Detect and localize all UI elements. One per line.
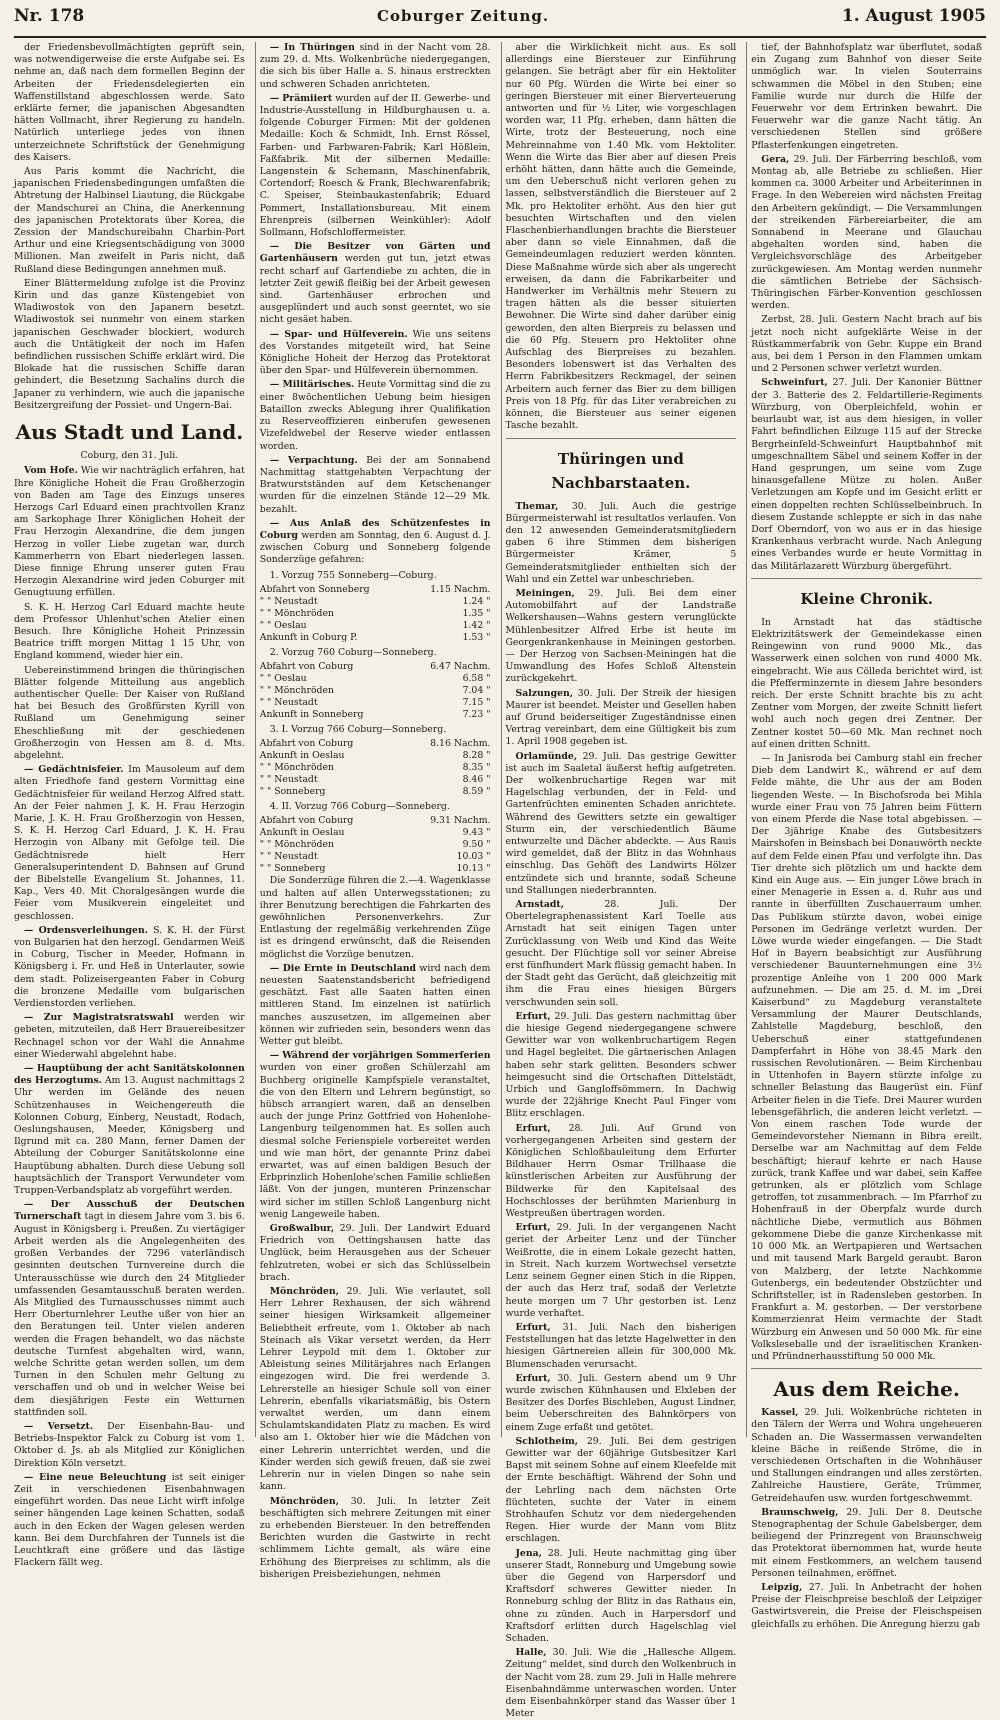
train-row	[260, 608, 491, 620]
article-lead: Braunschweig,	[761, 1506, 839, 1518]
article-lead: Schlotheim,	[515, 1435, 578, 1447]
article	[506, 751, 737, 897]
article	[506, 688, 737, 749]
divider	[751, 1368, 982, 1369]
train-row	[260, 851, 491, 863]
article-lead: — Ordensverleihungen.	[24, 924, 148, 936]
article	[506, 1123, 737, 1221]
train-station: Abfahrt von Coburg	[259, 738, 354, 750]
train-row	[260, 738, 491, 750]
article-text: 29. Juli. Bei dem einer Automobilfahrt auf der Landstraße Welkershausen—Wahns gestern verunglückte Mühlenbesitzer Alfred Erbe ist heute im Georgenkrankenhause in Meiningen gestorben. — Der Herzog von Sachsen-Meiningen hat die Umwandlung des Hofes Schloß Altenstein zurückgekehrt.	[505, 587, 737, 685]
article-text: Zerbst, 28. Juli. Gestern Nacht brach auf bis jetzt noch nicht aufgeklärte Weise in der Rüstkammerfabrik von Gebr. Kuppe ein Brand aus, bei dem 1 Person in den Flammen umkam und 2 Personen schwer verletzt wurden.	[751, 314, 982, 375]
train-time: 9.43 "	[462, 827, 491, 839]
article	[506, 1548, 737, 1646]
article	[260, 1050, 491, 1221]
article-text: tagt in diesem Jahre vom 3. bis 6. August in Königsberg i. Preußen. Zu viertägiger Arbeit werden als die Angelegenheiten des großen Verbandes der 7296 vaterländisch gesinnten deutschen Turnvereine durch die Unterausschüsse wie durch den 24 Mitglieder umfassenden Gesamtausschuß beraten werden. Als Mitglied des Turnausschusses nimmt auch Herr Oberturnlehrer Leuthe ußer von hier an den Beratungen teil. Unter vielen anderen werden die Fragen behandelt, wo das nächste deutsche Turnfest abgehalten wird, wann, welche Schritte getan werden sollen, um dem Turnen in den Schulen mehr Geltung zu verschaffen und ob und in welcher Weise bei dem diesjährigen Feste ein Wetturnen stattfinden soll.	[14, 1211, 245, 1418]
train-station: Abfahrt von Coburg	[259, 815, 354, 827]
train-table	[260, 661, 491, 721]
train-time: 6.58 "	[462, 672, 491, 684]
train-title: 1. Vorzug 755 Sonneberg—Coburg.	[269, 569, 437, 581]
article	[260, 518, 491, 567]
article-lead: — Eine neue Beleuchtung	[24, 1471, 167, 1483]
train-time: 1.42 "	[462, 619, 491, 631]
train-station: " " Sonneberg	[259, 786, 326, 798]
article	[751, 154, 982, 313]
article	[506, 1322, 737, 1371]
train-station: " " Neustadt	[259, 774, 318, 786]
divider	[506, 438, 737, 439]
train-row	[260, 774, 491, 786]
article	[14, 465, 245, 599]
column-3	[501, 42, 741, 1720]
article-lead: Großwalbur,	[269, 1223, 335, 1235]
article-text: ist seit einiger Zeit in verschiedenen Eisenbahnwagen eingeführt worden. Das neue Licht wirft infolge seiner hängenden Lage keinen Schatten, sodaß auch in den Ecken der Wagen gelesen werden kann. Bei dem Durchfahren der Tunnels ist die Leuchtkraft eine größere und das lästige Flackern fällt weg.	[14, 1471, 245, 1569]
article-lead: — Verpachtung.	[269, 454, 358, 466]
train-station: " " Neustadt	[259, 595, 318, 607]
masthead	[14, 6, 986, 38]
article	[260, 455, 491, 516]
train-time: 1.24 "	[462, 595, 491, 607]
column-2	[255, 42, 495, 1580]
train-time: 8.28 "	[462, 750, 491, 762]
train-station: Ankunft in Coburg P.	[259, 631, 358, 643]
article-text: Im Mausoleum auf dem alten Friedhofe fand gestern Vormittag eine Gedächtnisfeier für weiland Herzog Alfred statt. An der Feier nahmen J. K. H. Frau Herzogin Marie, J. K. H. Frau Großherzogin von Hessen, S. K. H. Herzog Carl Eduard, J. K. H. Frau Herzogin von Albany mit Gefolge teil. Die Gedächtnisrede hielt Herr Generalsuperintendent D. Bahnsen auf Grund der Bibelstelle Evangelium St. Johannes, 11. Kap., Vers 40. Mit Choralgesängen wurde die Feier vom Musikverein eingeleitet und geschlossen.	[14, 764, 245, 922]
train-row	[260, 673, 491, 685]
article	[260, 963, 491, 1048]
article-text: 27. Juli. Der Kanonier Büttner der 3. Batterie des 2. Feldartillerie-Regiments Würzburg, von Oberpleichfeld, wohin er beurlaubt war, ist aus dem hiesigen, in voller Fahrt befindlichen Eilzuge 115 auf der Strecke Bergrheinfeld-Schweinfurt Hauptbahnhof mit umgeschnalltem Säbel und seinem Koffer in der Hand gesprungen, um seine vom Zuge hinausgefallene Mütze zu holen. Außer Verletzungen am Kopfe und im Gesicht erlitt er einen doppelten rechten Schlüsselbeinbruch. In diesem Zustande schleppte er sich in das nahe Dorf Oberndorf, von wo aus er in das hiesige Krankenhaus verbracht wurde. Nach Anlegung eines Verbandes wurde er heute Vormittag in das Militärlazarett Würzburg übergeführt.	[751, 377, 982, 572]
article-text: 30. Juli. Der Streik der hiesigen Maurer ist beendet. Meister und Gesellen haben auf Grund beiderseitiger Zugeständnisse einen Vertrag vereinbart, dem eine Gültigkeit bis zum 1. April 1908 gegeben ist.	[505, 687, 737, 748]
train-station: " " Neustadt	[259, 696, 318, 708]
train-row	[260, 839, 491, 851]
article	[260, 1223, 491, 1284]
article-lead: — In Thüringen	[269, 42, 355, 53]
article	[751, 1407, 982, 1505]
article	[506, 1647, 737, 1720]
article-lead: Erfurt,	[515, 1372, 551, 1384]
train-row	[260, 786, 491, 798]
article-text: 29. Juli. Der Landwirt Eduard Friedrich von Oettingshausen hatte das Unglück, beim Herausgehen aus der Scheuer fehlzutreten, wobei er sich das Schlüsselbein brach.	[259, 1223, 491, 1283]
article-lead: Meiningen,	[515, 587, 575, 599]
train-time: 7.23 "	[462, 708, 491, 720]
article-text: tief, der Bahnhofsplatz war überflutet, sodaß ein Zugang zum Bahnhof von dieser Seite unmöglich war. In vielen Souterrains schwammen die Möbel in den Stuben; eine Familie wurde nur durch die Hilfe der Feuerwehr vor dem Ertrinken bewahrt. Die Feuerwehr war die ganze Nacht tätig. An verschiedenen Stellen sind größere Pflasterfenkungen eingetreten.	[751, 42, 982, 151]
article-text: wird nach dem neuesten Saatenstandsbericht befriedigend geschätzt. Fast alle Saaten hatten einen mittleren Stand. Im einzelnen ist natürlich manches auszusetzen, im allgemeinen aber können wir zufrieden sein, besonders wenn das Wetter gut bleibt.	[259, 962, 491, 1047]
article-lead: — Zur Magistratsratswahl	[24, 1012, 174, 1024]
article-text: Wie wir nachträglich erfahren, hat Ihre Königliche Hoheit die Frau Großherzogin von Baden am Tage des Einzugs unseres Herzogs Carl Eduard einen prachtvollen Kranz am Sarkophage Ihrer Königlichen Hoheit der Frau Herzogin Alexandrine, die dem jungen Herzog in voller Liebe zugetan war, durch Kammerherrn von Ebart niederlegen lassen. Diese finnige Ehrung unserer guten Frau Herzogin Alexandrine wird jeden Coburger mit Genugtuung erfüllen.	[14, 465, 245, 599]
train-row	[260, 697, 491, 709]
article-text: S. K. H. Herzog Carl Eduard machte heute dem Professor Uhlenhut'schen Atelier einen Besuch. Ihre Königliche Hoheit Prinzessin Beatrice trifft morgen Mittag 1 15 Uhr, von England kommend, wieder hier ein.	[14, 601, 245, 662]
article-text: 29. Juli. Das gestrige Gewitter ist auch im Saaletal äußerst heftig aufgetreten. Der wolkenbruchartige Regen war mit Hagelschlag verbunden, der in Feld- und Gartenfrüchten eminenten Schaden anrichtete. Während des Gewitters setzte ein gewaltiger Sturm ein, der verschiedentlich Bäume entwurzelte und Dächer abdeckte. — Aus Rauis wird gemeldet, daß der Blitz in das Wohnhaus einschlug. Das Gehöft des Landwirts Hölzer entzündete sich und brannte, sodaß Scheune und Stallungen niederbrannten.	[505, 750, 737, 896]
article-lead: — Versetzt.	[24, 1420, 94, 1432]
train-table	[260, 738, 491, 798]
train-table	[260, 584, 491, 644]
article-lead: Erfurt,	[515, 1122, 551, 1134]
column-1	[14, 42, 249, 1569]
article-lead: Arnstadt,	[515, 899, 564, 910]
article-text: S. K. H. der Fürst von Bulgarien hat den herzogl. Gendarmen Weiß in Coburg, Tischer in Meeder, Hofmann in Königsberg i. Fr. und Heß in Unterlauter, sowie dem stadt. Polizeisergeanten Faber in Coburg die bronzene Medaille vom bulgarischen Verdienstorden verliehen.	[14, 924, 245, 1010]
article-text: Uebereinstimmend bringen die thüringischen Blätter folgende Mitteilung aus angeblich authentischer Quelle: Der Kaiser von Rußland hat bei Besuch des Großfürsten Kyrill von Rußland um Genehmigung seiner Eheschließung mit der geschiedenen Großherzogin von Hessen am 8. d. Mts. abgelehnt.	[14, 664, 245, 761]
divider	[751, 578, 982, 579]
train-time: 7.04 "	[462, 684, 491, 696]
train-station: Abfahrt von Coburg	[259, 660, 354, 672]
article-lead: — Militärisches.	[269, 379, 355, 391]
article-text: Die Sonderzüge führen die 2.—4. Wagenklasse und halten auf allen Unterwegsstationen; zu ihrer Benutzung berechtigen die Fahrkarten des gewöhnlichen Personenverkehrs. Zur Entlastung der regelmäßig verkehrenden Züge ist es dringend erwünscht, daß die Reisenden möglichst die Vorzüge benutzen.	[259, 875, 491, 960]
train-time: 8.35 "	[462, 762, 491, 774]
article-lead: — Während der vorjährigen Sommerferien	[269, 1050, 491, 1062]
article-text: 28. Juli. Heute nachmittag ging über unserer Stadt, Ronneburg und Umgebung sowie über die Gegend von Harpersdorf und Kraftsdorf schweres Gewitter nieder. In Ronneburg schlug der Blitz in das Rathaus ein, ohne zu zünden. Auch in Harpersdorf und Kraftsdorf erlitten durch Hagelschlag viel Schaden.	[505, 1547, 737, 1644]
train-table	[260, 815, 491, 875]
article	[14, 1012, 245, 1061]
train-row	[260, 661, 491, 673]
section-title: Thüringen und Nachbarstaaten.	[551, 449, 691, 492]
train-row	[260, 596, 491, 608]
article	[506, 1011, 737, 1121]
article	[260, 241, 491, 326]
article	[14, 1199, 245, 1419]
issue-number: Nr. 178	[14, 6, 85, 26]
paper-title: Coburger Zeitung.	[377, 7, 550, 25]
article-lead: Salzungen,	[515, 687, 573, 699]
article-text: 29. Juli. Das gestern nachmittag über die hiesige Gegend niedergegangene schwere Gewitter war von wolkenbruchartigem Regen und Hagel begleitet. Die gärtnerischen Anlagen haben sehr stark gelitten. Besonders schwer heimgesucht sind die Ortschaften Dittelstädt, Urbich und Gangloffsömmern. In Dachwig wurde der 22jährige Knecht Paul Finger vom Blitz erschlagen.	[505, 1010, 737, 1120]
article-lead: Mönchröden,	[269, 1495, 339, 1507]
train-row	[260, 762, 491, 774]
section-title: Kleine Chronik.	[800, 589, 933, 608]
train-station: " " Mönchröden	[259, 607, 334, 619]
article-text: 29. Juli. Der Färberring beschloß, vom Montag ab, alle Betriebe zu schließen. Hier kommen ca. 3000 Arbeiter und Arbeiterinnen in Frage. In den Webereien wird nächsten Freitag den Arbeitern gekündigt. — Die Versammlungen der streikenden Färbereiarbeiter, die am Sonnabend in Meerane und Glauchau abgehalten worden sind, haben die Vergleichsvorschläge des Arbeitgeber zurückgewiesen. Am Montag werden nunmehr die sämtlichen Betriebe der Sächsisch-Thüringischen Färber-Konvention geschlossen werden.	[751, 153, 982, 312]
article-lead: Mönchröden,	[269, 1286, 339, 1298]
article	[506, 501, 737, 586]
article	[14, 925, 245, 1010]
article-text: aber die Wirklichkeit nicht aus. Es soll allerdings eine Biersteuer zur Einführung gelangen. Sie beträgt aber für ein Hektoliter nur 60 Pfg. Würden die Wirte bei einer so geringen Biersteuer mit einer Bierverteuerung antworten und für ½ Liter, wie vorgeschlagen worden war, 11 Pfg. erheben, dann hätten die Wirte, trotz der Besteuerung, noch eine Mehreinnahme von 1.40 Mk. vom Hektoliter. Wenn die Wirte das Bier aber auf diesen Preis erhöht hätten, dann hätte auch die Gemeinde, um den Ueberschuß nicht verloren gehen zu lassen, selbstverständlich die Biersteuer auf 2 Mk. pro Hektoliter erhöht. Aus den hier gut besuchten Wirtschaften und den vielen Flaschenbierhandlungen brachte die Biersteuer aber dann so viele Einnahmen, daß die Gemeindeumlagen reduziert werden könnten. Diese Maßnahme würde sich aber als ungerecht erweisen, da dann die Fabrikarbeiter und Handwerker im Verhältnis mehr Steuern zu tragen hätten als die besser situierten Bewohner. Die Wirte sind daher darüber einig geworden, den alten Bierpreis zu belassen und die 60 Pfg. Steuern pro Hektoliter ohne Aufschlag des Bierpreises zu bezahlen. Besonders lobenswert ist das Verhalten des Herrn Fabrikbesitzers Reckmagel, der seinen Arbeitern auch ferner das Bier zu dem billigen Preis von 18 Pfg. für das Liter verabreichen zu können, die Biersteuer aus seiner eigenen Tasche bezahlt.	[505, 42, 737, 432]
article-text: 30. Juli. In letzter Zeit beschäftigten sich mehrere Zeitungen mit einer zu erhebenden Biersteuer. In den betreffenden Berichten wurden die Gastwirte in recht schlimmem Lichte gemalt, als wäre eine Erhöhung des Bierpreises zu schlimm, als die bisherigen Preisbeziehungen, nehmen	[259, 1495, 491, 1580]
article-text: In Arnstadt hat das städtische Elektrizitätswerk der Gemeindekasse einen Reingewinn von rund 9000 Mk., das Wasserwerk einen solchen von rund 4000 Mk. eingebracht. Wie aus Cölleda berichtet wird, ist die Pfefferminzernte in diesem Jahre besonders reich. Der erste Schnitt brachte bis zu acht Zentner vom Morgen, der zweite Schnitt liefert wohl auch noch gegen drei Zentner. Der Zentner kostet 50—60 Mk. Man rechnet noch auf einen dritten Schnitt.	[751, 616, 982, 750]
article-text: 28. Juli. Auf Grund von vorhergegangenen Arbeiten sind gestern der Königlichen Schloßbauleitung dem Erfurter Bildhauer Herrn Osmar Trillhaase die künstlerischen Arbeiten zur Ausführung der Bildwerke für den Kapitelsaal des Hochschlosses der berühmten Marienburg in Westpreußen übertragen worden.	[505, 1122, 737, 1220]
article-text: — In Janisroda bei Camburg stahl ein frecher Dieb dem Landwirt K., während er auf dem Felde mähte, die Uhr aus der am Boden liegenden Weste. — In Bischofsroda bei Mihla wurde einer Frau von 75 Jahren beim Füttern von einem Pferde die Nase total abgebissen. — Der 3jährige Knabe des Gutsbesitzers Mairshofen in Beinsbach bei Donauwörth neckte auf dem Felde einen Pfau und verfolgte ihn. Das Tier drehte sich plötzlich um und hackte dem Kind ein Auge aus. — Ein junger Löwe brach in einer Menagerie in Essen a. d. Ruhr aus und rannte in überfüllten Zuschauerraum umher. Das Publikum stürzte davon, wobei einige Personen im Gedränge verletzt wurden. Der Löwe wurde wieder eingefangen. — Die Stadt Hof in Bayern beabsichtigt zur Ausführung verschiedener Bauunternehmungen eine 3½ prozentige Anleihe von 1 200 000 Mark aufzunehmen. — Die am 25. d. M. im „Drei Kaiserbund“ zu Magdeburg veranstaltete Versammlung der Maurer Deutschlands, Zahlstelle Magdeburg, beschloß, den Ueberschuß einer stattgefundenen Dampferfahrt in Höhe von 38.45 Mark den russischen Revolutionären. — Beim Kirchenbau in Uttenhofen in Bayern stürzte infolge zu schneller Belastung das Baugerüst ein. Fünf Arbeiter fielen in die Tiefe. Drei Maurer wurden lebensgefährlich, die anderen leicht verletzt. — Von einem raschen Tode wurde der Gemeindevorsteher Niemann in Bibra ereilt. Derselbe war am Nachmittag auf dem Felde beschäftigt; hierauf kehrte er nach Hause zurück, trank Kaffee und war dabei, sein Kaffee getrunken, als er plötzlich vom Schlage getroffen, tot zusammenbrach. — Im Pfarrhof zu Hohenfrauß in der Oberpfalz wurde durch nächtliche Diebe, vermutlich aus Böhmen gekommene Diebe die ganze Kirchenkasse mit 10 000 Mk. an Wertpapieren und Wertsachen und mit tausend Mark Bargeld geraubt. Baron von Malzberg, der letzte Nachkomme Gutenbergs, ein bedeutender Obstzüchter und Schriftsteller, ist in Radensleben gestorben. In Frankfurt a. M. gestorben. — Der verstorbene Kommerzienrat Heim vermachte der Stadt Würzburg ein Anwesen und 50 000 Mk. für eine Volksleseballe und der israelitischen Kranken- und Pfründnerhausstiftung 50 000 Mk.	[751, 752, 982, 1362]
article-lead: — Der Ausschuß der Deutschen Turnerschaft	[14, 1199, 245, 1223]
article-text: Bei der am Sonnabend Nachmittag stattgehabten Verpachtung der Bratwurstständen auf dem Ketschenanger wurden für die einzelnen Stände 12—29 Mk. bezahlt.	[259, 454, 491, 515]
article-lead: — Aus Anlaß des Schützenfestes in Coburg	[259, 517, 491, 541]
train-row	[260, 632, 491, 644]
article-lead: — Gedächtnisfeier.	[24, 764, 124, 776]
article-lead: Erfurt,	[515, 1010, 551, 1022]
article-text: werden am Sonntag, den 6. August d. J. zwischen Coburg und Sonneberg folgende Sonderzüge gefahren:	[259, 529, 491, 566]
article	[506, 1436, 737, 1546]
train-time: 7.15 "	[462, 696, 491, 708]
column-4	[746, 42, 986, 1630]
article	[751, 377, 982, 572]
article	[14, 1472, 245, 1570]
article-lead: Orlamünde,	[515, 750, 578, 762]
article-text: 31. Juli. Nach den bisherigen Feststellungen hat das letzte Hagelwetter in den hiesigen Gärtnereien allein für 300,000 Mk. Blumenschaden verursacht.	[505, 1321, 737, 1370]
article	[506, 588, 737, 686]
article-text: Einer Blättermeldung zufolge ist die Provinz Kirin und das ganze Küstengebiet von Wladiwostok von den Japanern besetzt. Wladiwostok sei nunmehr von einem starken japanischen Geschwader blockiert, wodurch auch die Untätigkeit der noch im Hafen befindlichen russischen Schiffe erklärt wird. Die Blokade hat die russischen Schiffe daran gehindert, die Besetzung Sachalins durch die Japaner zu verhindern, wie auch die japanische Besitzergreifung der Possiet- und Ungern-Bai.	[14, 277, 245, 411]
train-station: Ankunft in Sonneberg	[259, 708, 364, 720]
article	[260, 1286, 491, 1493]
train-row	[260, 827, 491, 839]
article-lead: Kassel,	[761, 1407, 799, 1419]
article-lead: — Hauptübung der acht Sanitätskolonnen des Herzogtums.	[14, 1063, 245, 1087]
article-text: sind in der Nacht vom 28. zum 29. d. Mts. Wolkenbrüche niedergegangen, die sich bis über Halle a. S. hinaus erstreckten und schweren Schaden anrichteten.	[259, 42, 491, 90]
issue-date: 1. August 1905	[841, 6, 986, 26]
dateline: Coburg, den 31. Juli.	[80, 450, 179, 462]
article-lead: Gera,	[761, 153, 790, 165]
section-title: Aus Stadt und Land.	[15, 420, 244, 445]
article-text: Heute Vormittag sind die zu einer 8wöchentlichen Uebung beim hiesigen Bataillon zwecks Ablegung ihrer Qualifikation zu Reserveoffizieren einberufen gewesenen Vizefeldwebel der Reserve wieder entlassen worden.	[259, 379, 491, 452]
article	[14, 1063, 245, 1197]
article-text: 30. Juli. Wie die „Hallesche Allgem. Zeitung“ meldet, sind durch den Wolkenbruch in der Nacht vom 28. zum 29. Juli in Halle mehrere Eisenbahndämme unterwaschen worden. Unter dem Eisenbahnkörper stand das Wasser über 1 Meter	[505, 1647, 737, 1720]
train-time: 9.31 Nachm.	[430, 815, 491, 827]
article-lead: Leipzig,	[761, 1581, 803, 1593]
train-station: " " Sonneberg	[259, 863, 326, 875]
article-text: 30. Juli. Auch die gestrige Bürgermeisterwahl ist resultatlos verlaufen. Von den 12 anwesenden Gemeinderatsmitgliedern gaben 6 ihre Stimmen dem bisherigen Bürgermeister Krämer, 5 Gemeinderatsmitglieder enthielten sich der Wahl und ein Zettel war unbeschrieben.	[505, 500, 737, 585]
article	[260, 379, 491, 452]
train-station: " " Mönchröden	[259, 684, 334, 696]
article-text: 29. Juli. Der 8. Deutsche Stenographentag der Schule Gabelsberger, dem beiliegend der Prinzregent von Braunschweig das Protektorat übernommen hat, wurde heute mit einem Festkommers, an welchem tausend Personen teilnahmen, eröffnet.	[751, 1506, 982, 1579]
train-time: 1.53 "	[462, 631, 491, 643]
article-lead: — Prämiiert	[269, 92, 333, 104]
article-lead: Erfurt,	[515, 1321, 551, 1333]
article-lead: — Spar- und Hülfeverein.	[269, 328, 408, 340]
article-text: 30. Juli. Gestern abend um 9 Uhr wurde zwischen Kühnhausen und Elxleben der Besitzer des Dorfes Bischleben, August Lindner, beim Ueberschreiten des Bahnkörpers von einem Zuge erfaßt und getötet.	[505, 1372, 737, 1433]
article-lead: Erfurt,	[515, 1222, 551, 1234]
train-time: 10.03 "	[456, 851, 491, 863]
article	[506, 899, 737, 1009]
train-station: Abfahrt von Sonneberg	[259, 583, 370, 595]
article	[260, 42, 491, 91]
train-station: " " Neustadt	[259, 851, 318, 863]
train-station: " " Oeslau	[259, 672, 307, 684]
article	[14, 764, 245, 923]
article-text: der Friedensbevollmächtigten geprüft sein, was notwendigerweise die erste Aufgabe sei. Es nehme an, daß nach dem formellen Beginn der Arbeiten der Friedensdelegierten ein Waffenstillstand abgeschlossen werde. Sato erklärte ferner, die japanischen Abgesandten hätten Vollmacht, ihrer Regierung zu handeln. Natürlich unterliege jedes von ihnen unterzeichnete Schriftstück der Genehmigung des Kaisers.	[14, 42, 245, 163]
article-text: Aus Paris kommt die Nachricht, die japanischen Friedensbedingungen umfaßten die Abtretung der Halbinsel Liautung, die Rückgabe der Mandschurei an China, die Anerkennung des japanischen Protektorats über Korea, die Zession der Mandschureibahn Charbin-Port Arthur und eine Kriegsentschädigung von 3000 Millionen. Man zweifelt in Paris nicht, daß Rußland diese Bedingungen annehmen muß.	[14, 166, 245, 275]
article-text: Der Eisenbahn-Bau- und Betriebs-Inspektor Falck zu Coburg ist vom 1. Oktober d. Js. ab als Mitglied zur Königlichen Direktion Köln versetzt.	[14, 1420, 245, 1469]
article	[260, 329, 491, 378]
article	[260, 1496, 491, 1581]
train-station: " " Mönchröden	[259, 762, 334, 774]
article-text: 27. Juli. In Anbetracht der hohen Preise der Fleischpreise beschloß der Leipziger Gastwirtsverein, die Preise der Fleischspeisen gleichfalls zu erhöhen. Die Anregung hierzu gab	[751, 1581, 982, 1630]
train-title: 4. II. Vorzug 766 Coburg—Sonneberg.	[269, 801, 450, 813]
train-time: 8.59 "	[462, 786, 491, 798]
article	[751, 1507, 982, 1580]
train-row	[260, 750, 491, 762]
train-row	[260, 815, 491, 827]
article-lead: Vom Hofe.	[24, 465, 78, 477]
train-schedule	[260, 570, 491, 876]
columns	[14, 42, 986, 1720]
article-lead: Themar,	[515, 500, 559, 512]
train-time: 8.16 Nachm.	[430, 738, 491, 750]
train-row	[260, 620, 491, 632]
article-lead: — Die Besitzer von Gärten und Gartenhäusern	[259, 241, 491, 265]
train-station: Ankunft in Oeslau	[259, 827, 345, 839]
article-lead: Halle,	[515, 1647, 547, 1659]
article-lead: Schweinfurt,	[761, 377, 828, 389]
train-time: 6.47 Nachm.	[430, 660, 491, 672]
train-station: " " Mönchröden	[259, 839, 334, 851]
article-text: Wie uns seitens des Vorstandes mitgeteilt wird, hat Seine Königliche Hoheit der Herzog das Protektorat über den Spar- und Hülfeverein übernommen.	[259, 328, 491, 377]
article-text: 28. Juli. Der Obertelegraphenassistent Karl Toelle aus Arnstadt hat seit einigen Tagen unter Zurücklassung von Weib und Kind das Weite gesucht. Der Flüchtige soll vor seiner Abreise erst fünfhundert Mark flüssig gemacht haben. In der Stadt geht das Gerücht, daß gleichzeitig mit ihm die Frau eines hiesigen Bürgers verschwunden sein soll.	[505, 899, 737, 1008]
article	[14, 1421, 245, 1470]
article-text: werden wir gebeten, mitzuteilen, daß Herr Brauereibesitzer Rechnagel schon vor der Wahl die Annahme einer Wiederwahl abgelehnt habe.	[14, 1012, 245, 1060]
article	[506, 1373, 737, 1434]
train-station: " " Oeslau	[259, 619, 307, 631]
train-row	[260, 685, 491, 697]
train-row	[260, 863, 491, 875]
article	[260, 93, 491, 239]
section-title: Aus dem Reiche.	[773, 1377, 960, 1402]
article	[751, 1582, 982, 1631]
article-text: wurden auf der II. Gewerbe- und Industrie-Ausstellung in Hildburghausen u. a. folgende Coburger Firmen: Mit der goldenen Medaille: Koch & Schmidt, Inh. Ernst Rössel, Farben- und Farbwaren-Fabrik; Karl Hößlein, Faßfabrik. Mit der silbernen Medaille: Langenstein & Schemann, Maschinenfabrik, Cortendorf; Roesch & Frank, Blechwarenfabrik; C. Speiser, Steinbaukastenfabrik; Eduard Pommert, Installationsbureau. Mit einem Ehrenpreis (silbernen Weinkühler): Adolf Sollmann, Hofschloffermeister.	[259, 92, 491, 239]
article-text: 29. Juli. Wie verlautet, soll Herr Lehrer Rexhausen, der sich während seiner hiesigen Wirksamkeit allgemeiner Beliebtheit erfreute, vom 1. Oktober ab nach Steinach als Vikar versetzt werden, da Herr Lehrer Leypold mit dem 1. Oktober zur Ableistung seines Militärjahres nach Erlangen eingezogen wird. Die frei werdende 3. Lehrerstelle an hiesiger Schule soll von einer Lehrerin, ebenfalls vikariatsmäßig, bis Ostern verwaltet werden, um dann einem Schulamtskandidaten Platz zu machen. Es wird also am 1. Oktober hier wie die Mädchen von einer Lehrerin unterrichtet werden, und die Kinder werden sich gewiß freuen, daß sie zwei Lehrerin nur in vielen Dingen so nahe sein kann.	[259, 1286, 491, 1493]
train-title: 3. I. Vorzug 766 Coburg—Sonneberg.	[269, 723, 447, 735]
article-text: 29. Juli. In der vergangenen Nacht geriet der Arbeiter Lenz und der Tüncher Weißrotte, die in einem Lokale gezecht hatten, in Streit. Nach kurzem Wortwechsel versetzte Lenz seinem Gegner einen Stich in die Rippen, der auch das Herz traf, sodaß der Verletzte heute morgen um 7 Uhr gestorben ist. Lenz wurde verhaftet.	[505, 1222, 737, 1319]
train-time: 1.15 Nachm.	[430, 583, 491, 595]
train-time: 9.50 "	[462, 839, 491, 851]
train-row	[260, 709, 491, 721]
train-title: 2. Vorzug 760 Coburg—Sonneberg.	[269, 646, 437, 658]
article-text: Am 13. August nachmittags 2 Uhr werden im Gelände des neuen Schützenhauses in Weichengereuth die Kolonnen Coburg, Einberg, Neustadt, Rodach, Oeslungshausen, Meeder, Königsberg und Ilgrund mit ca. 280 Mann, ferner Damen der Abteilung der Coburger Sanitätskolonne eine Hauptübung abhalten. Durch diese Uebung soll hauptsächlich der Transport Verwundeter vom Truppen-Verbandsplatz ab vorgeführt werden.	[14, 1075, 245, 1197]
article-lead: Jena,	[515, 1547, 542, 1559]
article-text: werden gut tun, jetzt etwas recht scharf auf Gartendiebe zu achten, die in letzter Zeit gewiß fleißig bei der Arbeit gewesen sind. Gartenhäuser erbrochen und ausgeplündert und auch sonst geerntet, wo sie nicht gesäet haben.	[259, 253, 491, 326]
article-text: wurden von einer großen Schülerzahl am Buchberg originelle Kampfspiele veranstaltet, die von den Eltern und Lehrern begünstigt, so hübsch arrangiert waren, daß an denselben auch der junge Prinz Gottfried von Hohenlohe-Langenburg teilgenommen hat. Es sollen auch diesmal solche Ferienspiele vorbereitet werden und wie man hört, der genannte Prinz dabei erwartet, was auf einen baldigen Besuch der Erbprinzlich Hohenlohe'schen Familie schließen läßt. Von der jungen, munteren Prinzenschar wird sicher im stillen Schloß Langenburg nicht wenig Langeweile haben.	[259, 1062, 491, 1220]
train-row	[260, 584, 491, 596]
train-time: 8.46 "	[462, 774, 491, 786]
train-station: Ankunft in Oeslau	[259, 750, 345, 762]
article-text: 29. Juli. Bei dem gestrigen Gewitter war der 60jährige Gutsbesitzer Karl Bapst mit seinem Sohne auf einem Kleefelde mit der Ernte beschäftigt. Während der Sohn und der Lehrling nach dem nächsten Orte flüchteten, suchte der Vater in einem Strohhaufen Schutz vor dem niedergehenden Regen. Hier wurde der Mann vom Blitz erschlagen.	[505, 1435, 737, 1545]
article-text: 29. Juli. Wolkenbrüche richteten in den Tälern der Werra und Wohra ungeheueren Schaden an. Die Wassermassen verwandelten kleine Bäche in reißende Ströme, die in verschiedenen Ortschaften in die Wohnhäuser und Stallungen eindrangen und alles zerstörten. Zahlreiche Haustiere, Geräte, Trümmer, Getreidehaufen usw. wurden fortgeschwemmt.	[751, 1407, 982, 1504]
train-time: 10.13 "	[456, 863, 491, 875]
article	[506, 1222, 737, 1320]
train-time: 1.35 "	[462, 607, 491, 619]
article-lead: — Die Ernte in Deutschland	[269, 962, 416, 974]
